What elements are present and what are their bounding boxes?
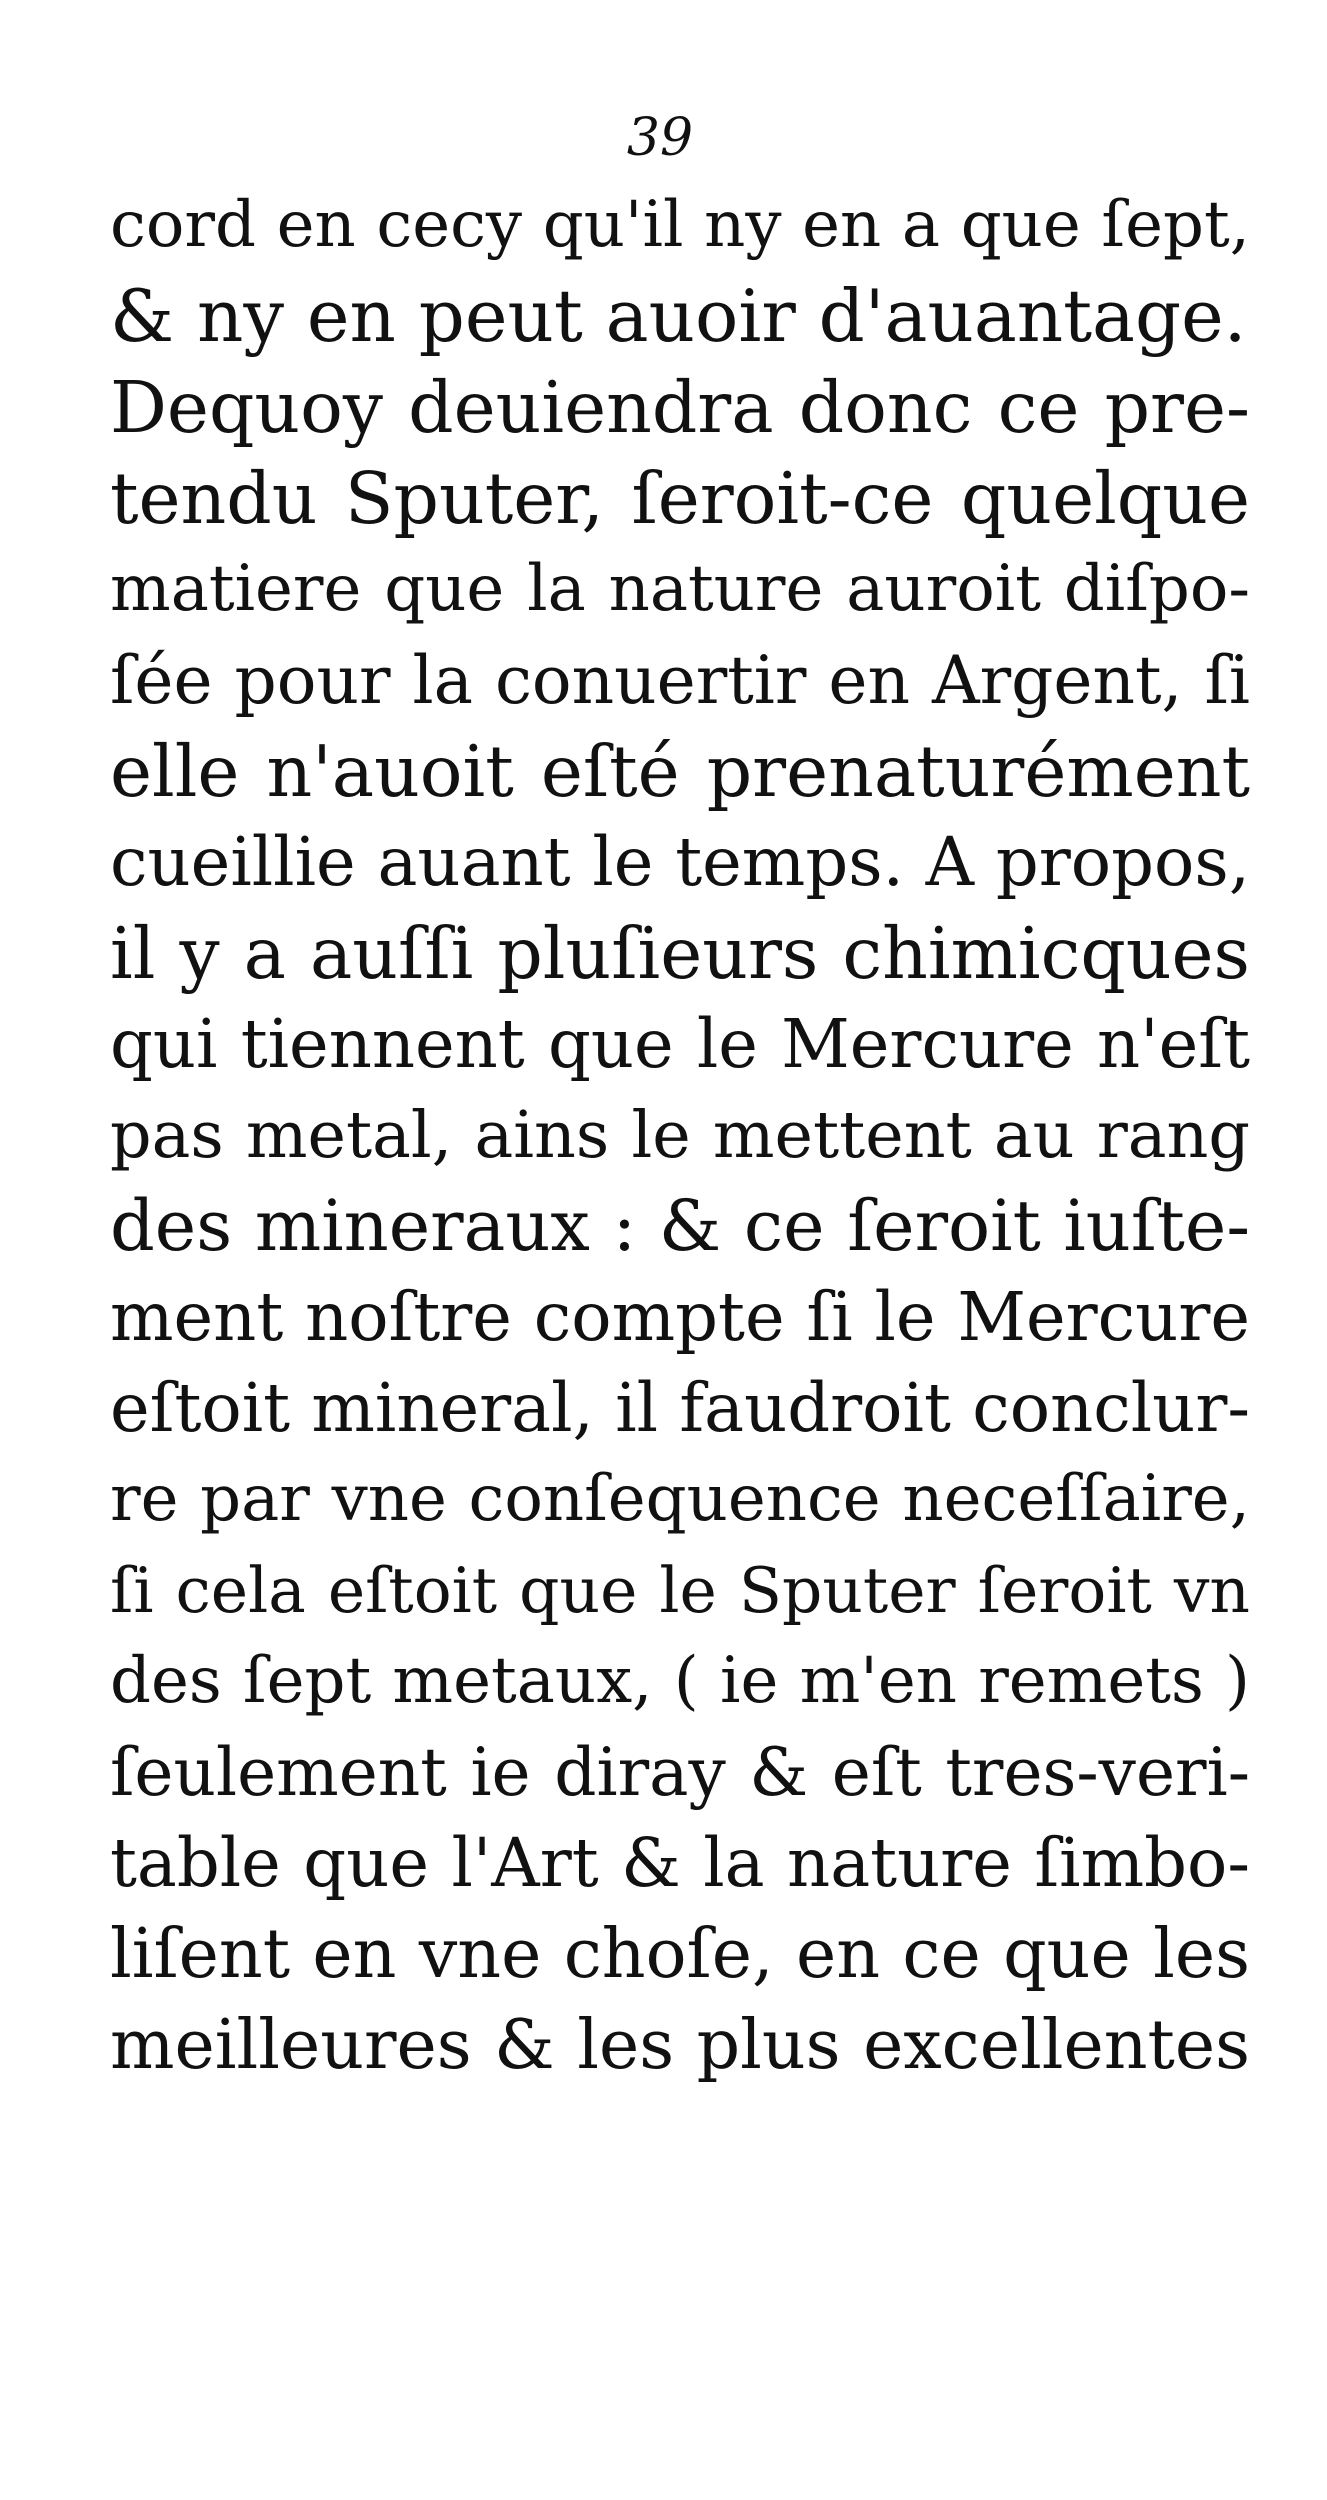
text-line: qui tiennent que le Mercure n'eſt: [110, 1005, 1250, 1083]
text-line: des ſept metaux, ( ie m'en remets ): [110, 1644, 1250, 1718]
text-line: elle n'auoit eſté prenaturément: [110, 730, 1250, 813]
body-text: [110, 180, 1250, 2091]
text-line: des mineraux : & ce ſeroit iuſte-: [110, 1185, 1250, 1267]
text-line: ſeulement ie diray & eſt tres-veri-: [110, 1734, 1250, 1811]
text-line: & ny en peut auoir d'auantage.: [110, 274, 1247, 358]
text-line: cord en cecy qu'il ny en a que ſept,: [110, 188, 1250, 262]
text-line: table que l'Art & la nature ſimbo-: [110, 1824, 1250, 1902]
text-line: ſée pour la conuertir en Argent, ſi: [110, 642, 1250, 719]
text-line: eſtoit mineral, il faudroit conclur-: [110, 1369, 1250, 1447]
text-line: Dequoy deuiendra donc ce pre-: [110, 366, 1250, 449]
text-line: re par vne conſequence neceſſaire,: [110, 1462, 1250, 1536]
text-line: il y a auſſi pluſieurs chimicques: [110, 912, 1250, 995]
text-line: matiere que la nature auroit diſpo-: [110, 552, 1250, 626]
text-line: tendu Sputer, ſeroit-ce quelque: [110, 457, 1250, 540]
text-line: cueillie auant le temps. A propos,: [110, 823, 1250, 901]
text-line: meilleures & les plus excellentes: [110, 2006, 1250, 2085]
text-line: liſent en vne choſe, en ce que les: [110, 1915, 1250, 1994]
page-number: 39: [626, 108, 694, 168]
text-line: ſi cela eſtoit que le Sputer ſeroit vn: [110, 1554, 1250, 1627]
text-line: ment noſtre compte ſi le Mercure: [110, 1278, 1250, 1356]
text-line: pas metal, ains le mettent au rang: [110, 1098, 1250, 1173]
